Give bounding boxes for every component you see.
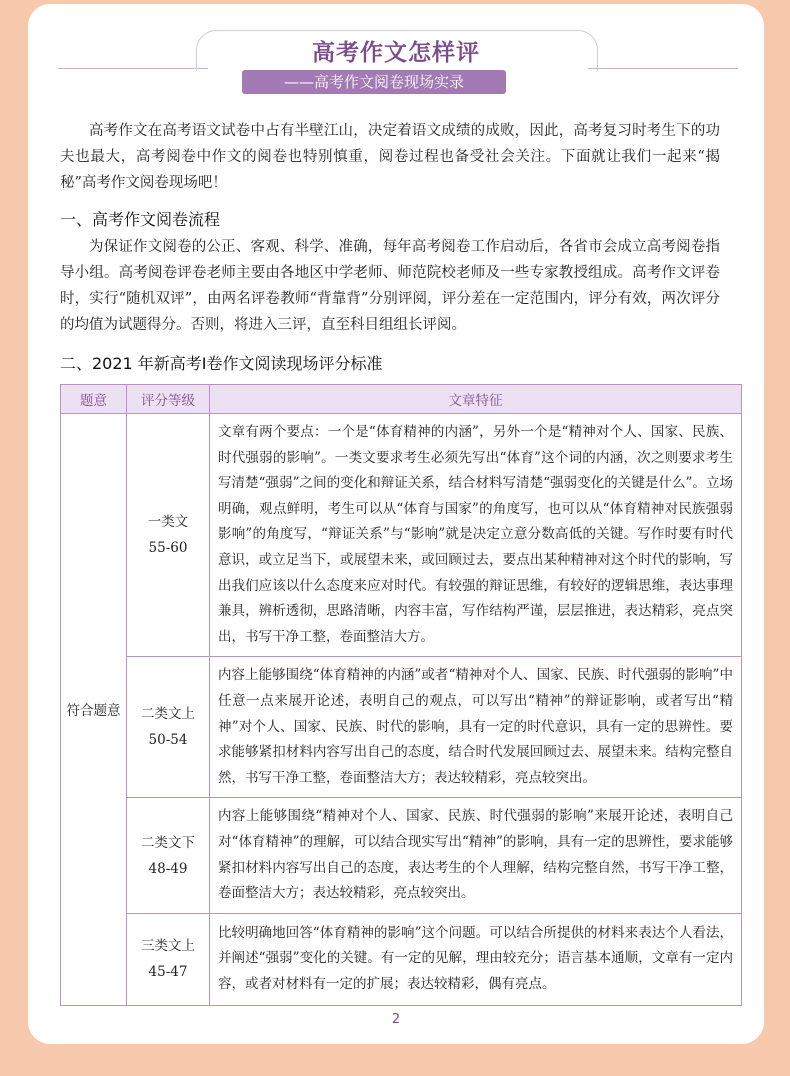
section1-paragraph: 为保证作文阅卷的公正、客观、科学、准确，每年高考阅卷工作启动后，各省市会成立高考阅卷指导小组。高考阅卷评卷老师主要由各地区中学老师、师范院校老师及一些专家教授组成。高考作文评卷时，实行“随机双评”，由两名评卷教师“背靠背”分别评阅，评分差在一定范围内，评分有效，两次评分的均值为试题得分。否则，将进入三评，直至科目组组长评阅。 xyxy=(60,239,720,333)
feature-cell: 文章有两个要点：一个是“体育精神的内涵”，另外一个是“精神对个人、国家、民族、时代强弱的影响”。一类文要求考生必须先写出“体育”这个词的内涵，次之则要求考生写清楚“强弱”之间的变化和辩证关系，结合材料写清楚“强弱变化的关键是什么”。立场明确，观点鲜明，考生可以从“体育与国家”的角度写，也可以从“体育精神对民族强弱影响”的角度写，“辩证关系”与“影响”就是决定立意分数高低的关键。写作时要有时代意识，或立足当下，或展望未来，或回顾过去，要点出某种精神对这个时代的影响，写出我们应该以什么态度来应对时代。有较强的辩证思维，有较好的逻辑思维，表达事理兼具，辨析透彻，思路清晰，内容丰富，写作结构严谨，层层推进，表达精彩，亮点突出，书写干净工整，卷面整洁大方。 xyxy=(210,414,742,657)
feature-cell: 内容上能够围绕“体育精神的内涵”或者“精神对个人、国家、民族、时代强弱的影响”中任意一点来展开论述，表明自己的观点，可以写出“精神”的辩证影响，或者写出“精神”对个人、国家、民族、时代的影响，具有一定的时代意识，具有一定的思辨性。要求能够紧扣材料内容写出自己的态度，结合时代发展回顾过去、展望未来。结构完整自然，书写干净工整，卷面整洁大方；表达较精彩，亮点较突出。 xyxy=(210,657,742,798)
feature-cell: 比较明确地回答“体育精神的影响”这个问题。可以结合所提供的材料来表达个人看法，并阐述“强弱”变化的关键。有一定的见解，理由较充分；语言基本通顺，文章有一定内容，或者对材料有一定的扩展；表达较精彩，偶有亮点。 xyxy=(210,913,742,1005)
grade-range: 48-49 xyxy=(148,860,188,877)
grade-cell xyxy=(127,414,210,657)
grade-range: 55-60 xyxy=(148,540,188,557)
section1-heading: 一、高考作文阅卷流程 xyxy=(60,210,221,229)
table-header-row xyxy=(61,385,742,414)
page-title: 高考作文怎样评 xyxy=(312,39,480,66)
page-number: 2 xyxy=(391,1012,401,1027)
header-features: 文章特征 xyxy=(210,385,742,414)
grade-level: 一类文 xyxy=(147,514,189,531)
grade-cell xyxy=(127,798,210,913)
document-page xyxy=(28,4,764,1044)
header-grade: 评分等级 xyxy=(127,385,210,414)
table-row xyxy=(61,913,742,1005)
scoring-table xyxy=(60,384,742,1006)
table-row xyxy=(61,657,742,798)
grade-range: 50-54 xyxy=(148,732,188,749)
table-row xyxy=(61,798,742,913)
grade-range: 45-47 xyxy=(148,964,188,981)
page-subtitle: ——高考作文阅卷现场实录 xyxy=(242,70,506,94)
grade-cell xyxy=(127,913,210,1005)
grade-level: 二类文下 xyxy=(141,834,195,851)
title-block xyxy=(28,24,764,104)
section2-heading: 二、2021 年新高考Ⅰ卷作文阅读现场评分标准 xyxy=(60,354,383,373)
table-row xyxy=(61,414,742,657)
topic-cell: 符合题意 xyxy=(61,414,127,1006)
feature-cell: 内容上能够围绕“精神对个人、国家、民族、时代强弱的影响”来展开论述，表明自己对“体育精神”的理解，可以结合现实写出“精神”的影响，具有一定的思辨性，要求能够紧扣材料内容写出自己的态度，表达考生的个人理解，结构完整自然，书写干净工整，卷面整洁大方；表达较精彩，亮点较突出。 xyxy=(210,798,742,913)
grade-level: 二类文上 xyxy=(141,706,195,723)
title-divider-left xyxy=(58,68,208,69)
grade-cell xyxy=(127,657,210,798)
intro-paragraph: 高考作文在高考语文试卷中占有半壁江山，决定着语文成绩的成败，因此，高考复习时考生下的功夫也最大，高考阅卷中作文的阅卷也特别慎重，阅卷过程也备受社会关注。下面就让我们一起来“揭秘”高考作文阅卷现场吧！ xyxy=(60,123,720,191)
grade-level: 三类文上 xyxy=(141,938,195,955)
title-divider-right xyxy=(588,68,738,69)
header-topic: 题意 xyxy=(61,385,127,414)
